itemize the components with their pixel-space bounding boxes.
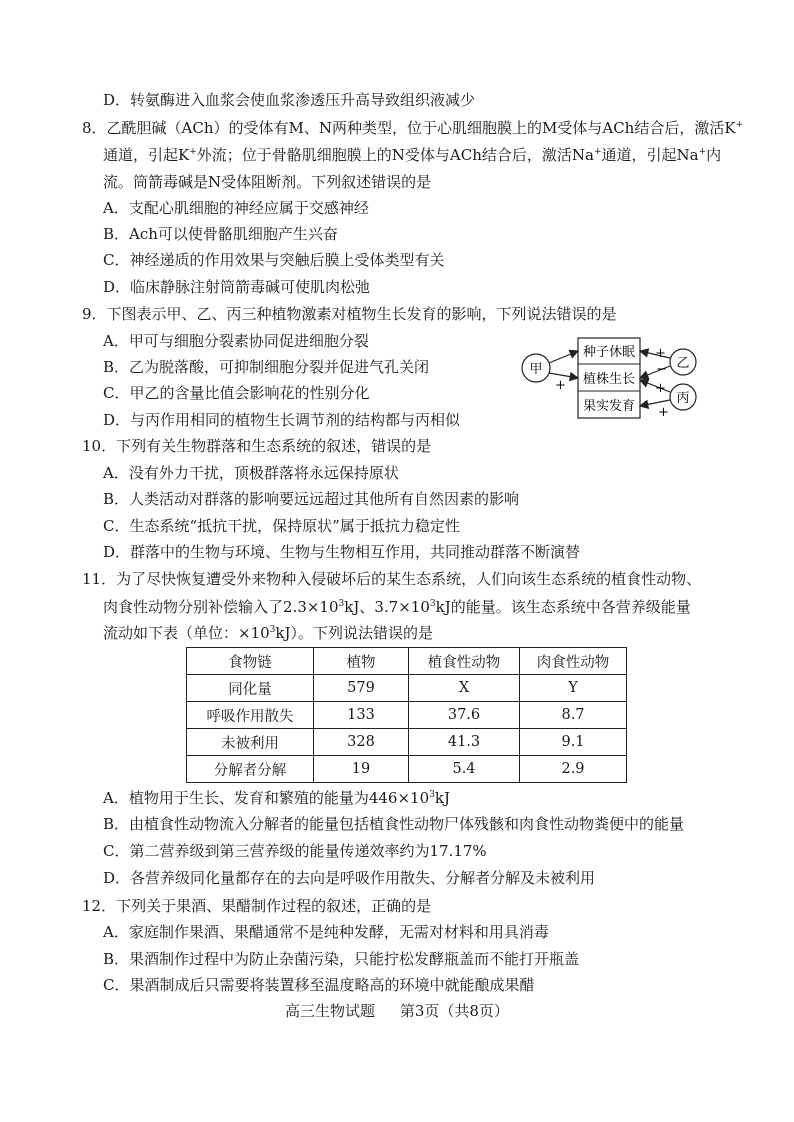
q11-option-b: B．由植食性动物流入分解者的能量包括植食性动物尸体残骸和肉食性动物粪便中的能量 (103, 815, 685, 833)
q7-option-d: D．转氨酶进入血浆会使血浆渗透压升高导致组织液减少 (103, 91, 476, 109)
q9-option-a: A．甲可与细胞分裂素协同促进细胞分裂 (103, 332, 369, 350)
sign-bing-fruit: + (658, 405, 669, 420)
q11-stem-line-3: 流动如下表（单位：$\times 10^3kJ$）。下列说法错误的是 (103, 624, 433, 642)
table-cell: 328 (314, 729, 409, 756)
q10-option-c: C．生态系统“抵抗干扰，保持原状”属于抵抗力稳定性 (103, 517, 460, 535)
table-header-cell: 食物链 (187, 648, 314, 675)
q10-stem: 10．下列有关生物群落和生态系统的叙述，错误的是 (82, 437, 432, 455)
q12-option-b: B．果酒制作过程中为防止杂菌污染，只能拧松发酵瓶盖而不能打开瓶盖 (103, 950, 580, 968)
sign-yi-growth: − (656, 362, 667, 377)
q10-option-d: D．群落中的生物与环境、生物与生物相互作用，共同推动群落不断演替 (103, 543, 581, 561)
hormone-jia-label: 甲 (529, 362, 543, 377)
q12-stem: 12．下列关于果酒、果醋制作过程的叙述，正确的是 (82, 897, 432, 915)
q10-option-b: B．人类活动对群落的影响要远远超过其他所有自然因素的影响 (103, 490, 520, 508)
table-cell: 未被利用 (187, 729, 314, 756)
hormone-bing-label: 丙 (676, 391, 690, 406)
q12-option-c: C．果酒制成后只需要将装置移至温度略高的环境中就能酿成果醋 (103, 976, 535, 994)
q8-stem-line-2: 通道，引起K+外流；位于骨骼肌细胞膜上的N受体与ACh结合后，激活Na+通道，引起Na+内 (103, 146, 722, 164)
table-header-cell: 肉食性动物 (520, 648, 627, 675)
q8-stem-line-3: 流。筒箭毒碱是N受体阻断剂。下列叙述错误的是 (103, 173, 432, 191)
q8-stem-line-1: 8．乙酰胆碱（ACh）的受体有M、N两种类型，位于心肌细胞膜上的M受体与ACh结合后，激活K+ (82, 119, 744, 137)
box-seed-dormancy: 种子休眠 (582, 345, 636, 360)
q10-option-a: A．没有外力干扰，顶极群落将永远保持原状 (103, 464, 399, 482)
q11-option-a: A．植物用于生长、发育和繁殖的能量为$446\times 10^3kJ$ (103, 789, 450, 807)
hormone-diagram (518, 332, 708, 424)
table-row (187, 702, 627, 729)
table-cell: 同化量 (187, 675, 314, 702)
q11-option-d: D．各营养级同化量都存在的去向是呼吸作用散失、分解者分解及未被利用 (103, 869, 596, 887)
q9-option-d: D．与丙作用相同的植物生长调节剂的结构都与丙相似 (103, 411, 461, 429)
table-row (187, 729, 627, 756)
table-cell: 5.4 (409, 756, 520, 783)
table-cell: 579 (314, 675, 409, 702)
table-cell: 2.9 (520, 756, 627, 783)
q8-option-c: C．神经递质的作用效果与突触后膜上受体类型有关 (103, 251, 445, 269)
energy-flow-table (186, 647, 627, 783)
table-cell: 19 (314, 756, 409, 783)
table-header-cell: 植食性动物 (409, 648, 520, 675)
q12-option-a: A．家庭制作果酒、果醋通常不是纯种发酵，无需对材料和用具消毒 (103, 923, 549, 941)
table-row (187, 675, 627, 702)
page-footer (0, 1000, 794, 1021)
q11-stem-line-2: 肉食性动物分别补偿输入了$2.3\times 10^3kJ$、$3.7\times 10^3kJ$的能量。该生态系统中各营养级能量 (103, 598, 691, 616)
arrow-jia-to-dormancy (549, 351, 578, 363)
table-cell: 133 (314, 702, 409, 729)
table-cell: 呼吸作用散失 (187, 702, 314, 729)
q9-option-c: C．甲乙的含量比值会影响花的性别分化 (103, 384, 370, 402)
table-cell: 分解者分解 (187, 756, 314, 783)
sign-yi-dormancy: + (655, 346, 666, 361)
footer-subject: 高三生物试题 (285, 1002, 376, 1020)
table-cell: 9.1 (520, 729, 627, 756)
q9-stem: 9．下图表示甲、乙、丙三种植物激素对植物生长发育的影响，下列说法错误的是 (82, 305, 617, 323)
q11-stem-line-1: 11．为了尽快恢复遭受外来物种入侵破坏后的某生态系统，人们向该生态系统的植食性动物、 (82, 570, 702, 588)
table-cell: 41.3 (409, 729, 520, 756)
box-plant-growth: 植株生长 (582, 372, 636, 387)
box-fruit-development: 果实发育 (582, 399, 636, 414)
q8-option-d: D．临床静脉注射筒箭毒碱可使肌肉松弛 (103, 278, 371, 296)
table-cell: Y (520, 675, 627, 702)
q11-option-c: C．第二营养级到第三营养级的能量传递效率约为17.17% (103, 842, 487, 860)
q8-option-a: A．支配心肌细胞的神经应属于交感神经 (103, 199, 369, 217)
table-header-row (187, 648, 627, 675)
table-cell: X (409, 675, 520, 702)
footer-page-number: 第3页（共8页） (399, 1002, 509, 1020)
table-cell: 8.7 (520, 702, 627, 729)
q9-option-b: B．乙为脱落酸，可抑制细胞分裂并促进气孔关闭 (103, 358, 430, 376)
table-row (187, 756, 627, 783)
table-cell: 37.6 (409, 702, 520, 729)
hormone-yi-label: 乙 (676, 356, 690, 371)
sign-bing-growth: + (655, 381, 666, 396)
table-header-cell: 植物 (314, 648, 409, 675)
q8-option-b: B．Ach可以使骨骼肌细胞产生兴奋 (103, 225, 338, 243)
sign-jia-growth: + (555, 378, 566, 393)
